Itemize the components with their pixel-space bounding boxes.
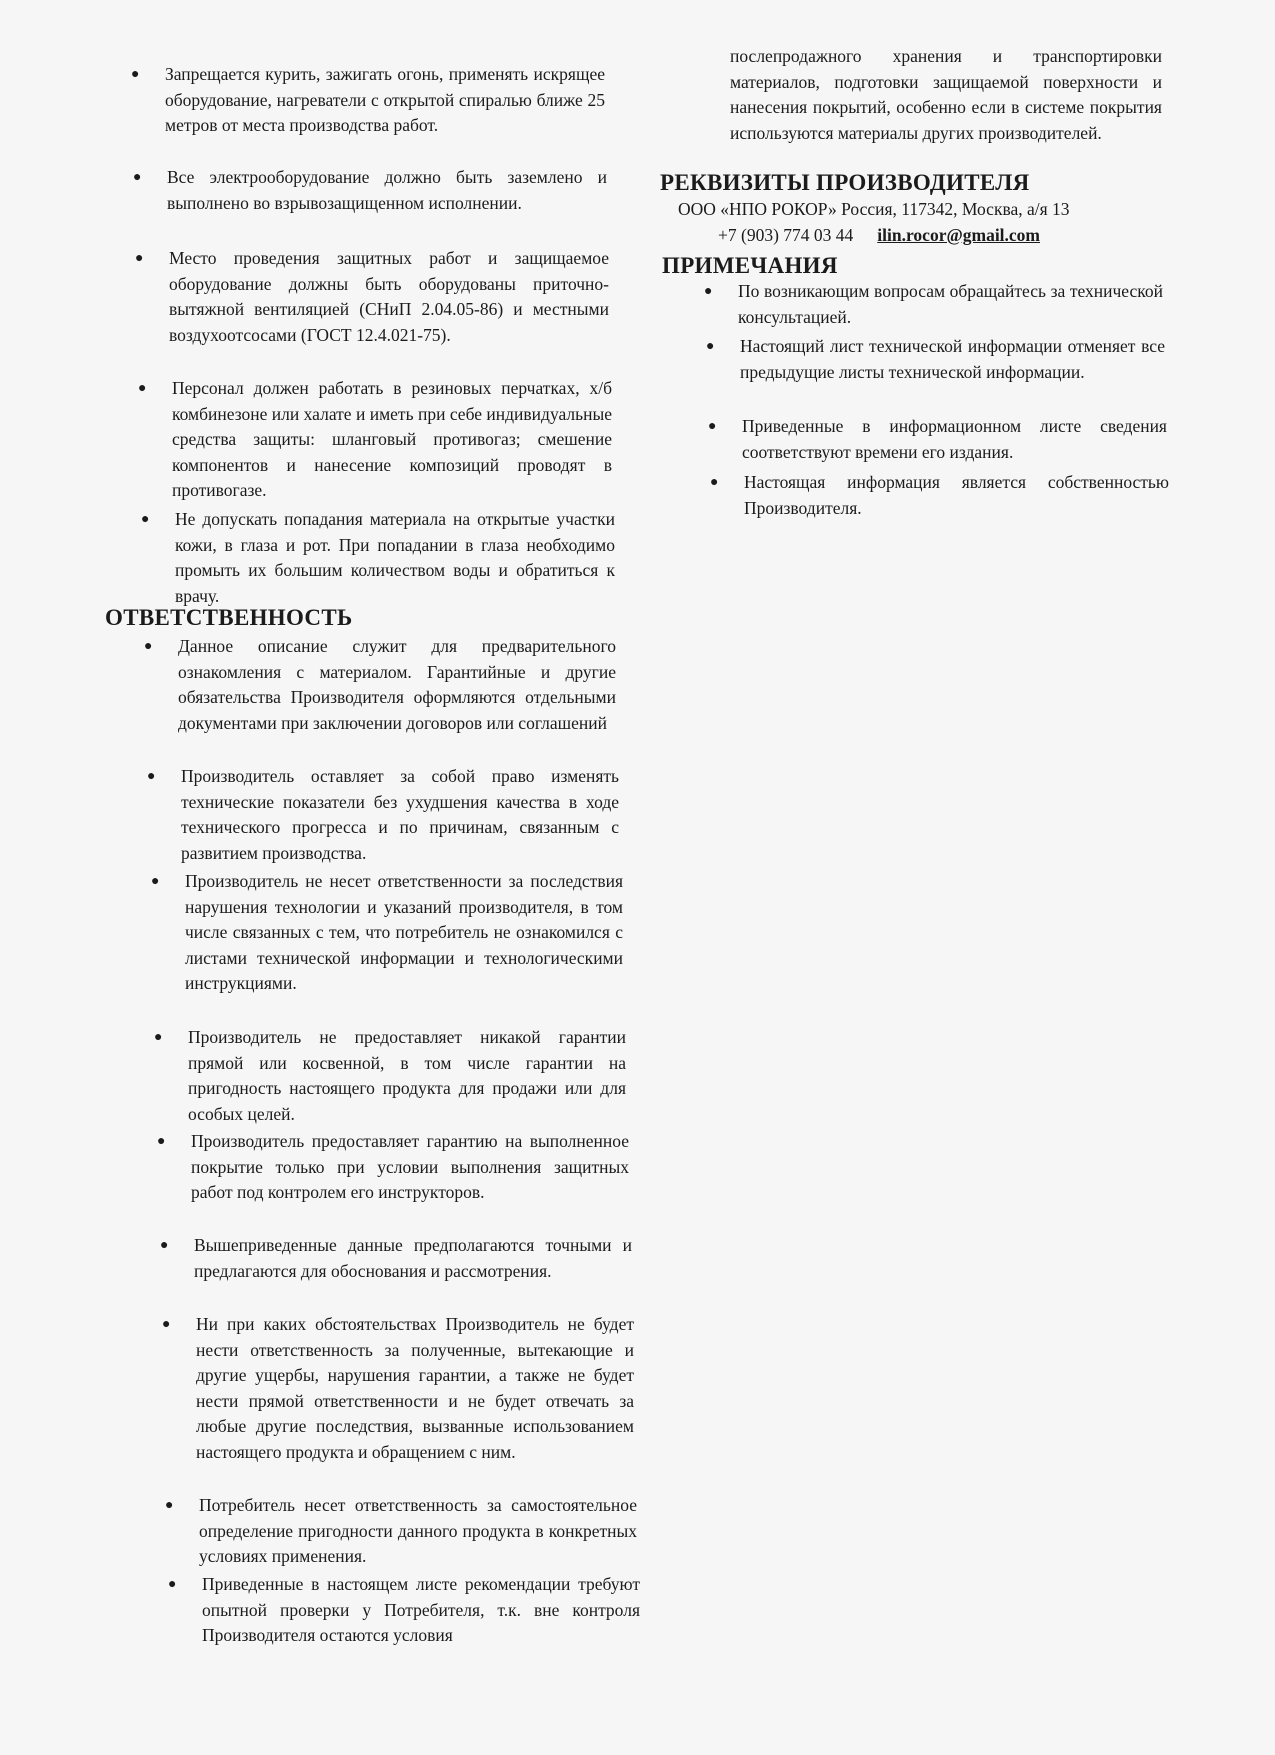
responsibility-item: ● Производитель оставляет за собой право изменять технические показатели без ухудшения качества в ходе технического прогресса и по причинам, связанным с развитием производства. (147, 766, 619, 863)
responsibility-item: ● Производитель не предоставляет никакой гарантии прямой или косвенной, в том числе гарантии на пригодность настоящего продукта для продажи или для особых целей. (154, 1027, 626, 1124)
bullet-icon: ● (160, 1238, 169, 1253)
responsibility-item: ● Ни при каких обстоятельствах Производитель не будет нести ответственность за полученные, вытекающие и другие ущербы, нарушения гарантии, а также не будет нести прямой ответственности и не будет отвечать за любые другие последствия, вызванные использованием настоящего продукта и обращением с ним. (162, 1314, 634, 1462)
manufacturer-heading: РЕКВИЗИТЫ ПРОИЗВОДИТЕЛЯ (660, 170, 1030, 195)
bullet-icon: ● (154, 1030, 163, 1045)
notes-item: ● По возникающим вопросам обращайтесь за технической консультацией. (704, 281, 1163, 327)
responsibility-continuation: послепродажного хранения и транспортировки материалов, подготовки защищаемой поверхности и нанесения покрытий, особенно если в системе покрытия используются материалы других производителей. (730, 46, 1162, 143)
bullet-icon: ● (165, 1498, 174, 1513)
manufacturer-email[interactable]: ilin.rocor@gmail.com (877, 225, 1041, 245)
responsibility-item: ● Данное описание служит для предварительного ознакомления с материалом. Гарантийные и другие обязательства Производителя оформляются отдельными документами при заключении договоров или соглашений (144, 636, 616, 733)
notes-item: ● Приведенные в информационном листе сведения соответствуют времени его издания. (708, 416, 1167, 462)
bullet-icon: ● (168, 1577, 177, 1592)
bullet-icon: ● (704, 284, 713, 299)
safety-item: ● Все электрооборудование должно быть заземлено и выполнено во взрывозащищенном исполнении. (133, 167, 607, 213)
bullet-icon: ● (708, 419, 717, 434)
bullet-icon: ● (138, 381, 147, 396)
bullet-icon: ● (151, 874, 160, 889)
responsibility-item: ● Производитель предоставляет гарантию на выполненное покрытие только при условии выполнения защитных работ под контролем его инструкторов. (157, 1131, 629, 1202)
bullet-icon: ● (144, 639, 153, 654)
bullet-icon: ● (710, 475, 719, 490)
responsibility-item: ● Потребитель несет ответственность за самостоятельное определение пригодности данного продукта в конкретных условиях применения. (165, 1495, 637, 1566)
bullet-icon: ● (157, 1134, 166, 1149)
bullet-icon: ● (147, 769, 156, 784)
bullet-icon: ● (706, 339, 715, 354)
responsibility-item: ● Производитель не несет ответственности за последствия нарушения технологии и указаний производителя, в том числе связанных с тем, что потребитель не ознакомился с листами технической информации и технологическими инструкциями. (151, 871, 623, 993)
manufacturer-phone: +7 (903) 774 03 44 (718, 225, 854, 245)
manufacturer-address: ООО «НПО РОКОР» Россия, 117342, Москва, а/я 13 (678, 199, 1070, 219)
bullet-icon: ● (133, 170, 142, 185)
responsibility-item: ● Приведенные в настоящем листе рекомендации требуют опытной проверки у Потребителя, т.к. вне контроля Производителя остаются условия (168, 1574, 640, 1645)
safety-item: ● Запрещается курить, зажигать огонь, применять искрящее оборудование, нагреватели с открытой спиралью ближе 25 метров от места производства работ. (131, 64, 605, 135)
safety-item: ● Не допускать попадания материала на открытые участки кожи, в глаза и рот. При попадании в глаза необходимо промыть их большим количеством воды и обратиться к врачу. (141, 509, 615, 606)
responsibility-item: ● Вышеприведенные данные предполагаются точными и предлагаются для обоснования и рассмотрения. (160, 1235, 632, 1281)
bullet-icon: ● (135, 251, 144, 266)
bullet-icon: ● (162, 1317, 171, 1332)
manufacturer-contacts (718, 222, 1040, 248)
notes-item: ● Настоящий лист технической информации отменяет все предыдущие листы технической информации. (706, 336, 1165, 382)
responsibility-heading: ОТВЕТСТВЕННОСТЬ (105, 605, 353, 630)
bullet-icon: ● (141, 512, 150, 527)
safety-item: ● Место проведения защитных работ и защищаемое оборудование должны быть оборудованы приточно-вытяжной вентиляцией (СНиП 2.04.05-86) и местными воздухоотсосами (ГОСТ 12.4.021-75). (135, 248, 609, 345)
notes-item: ● Настоящая информация является собственностью Производителя. (710, 472, 1169, 518)
bullet-icon: ● (131, 67, 140, 82)
notes-heading: ПРИМЕЧАНИЯ (662, 253, 838, 278)
safety-item: ● Персонал должен работать в резиновых перчатках, х/б комбинезоне или халате и иметь при себе индивидуальные средства защиты: шланговый противогаз; смешение компонентов и нанесение композиций проводят в противогазе. (138, 378, 612, 500)
